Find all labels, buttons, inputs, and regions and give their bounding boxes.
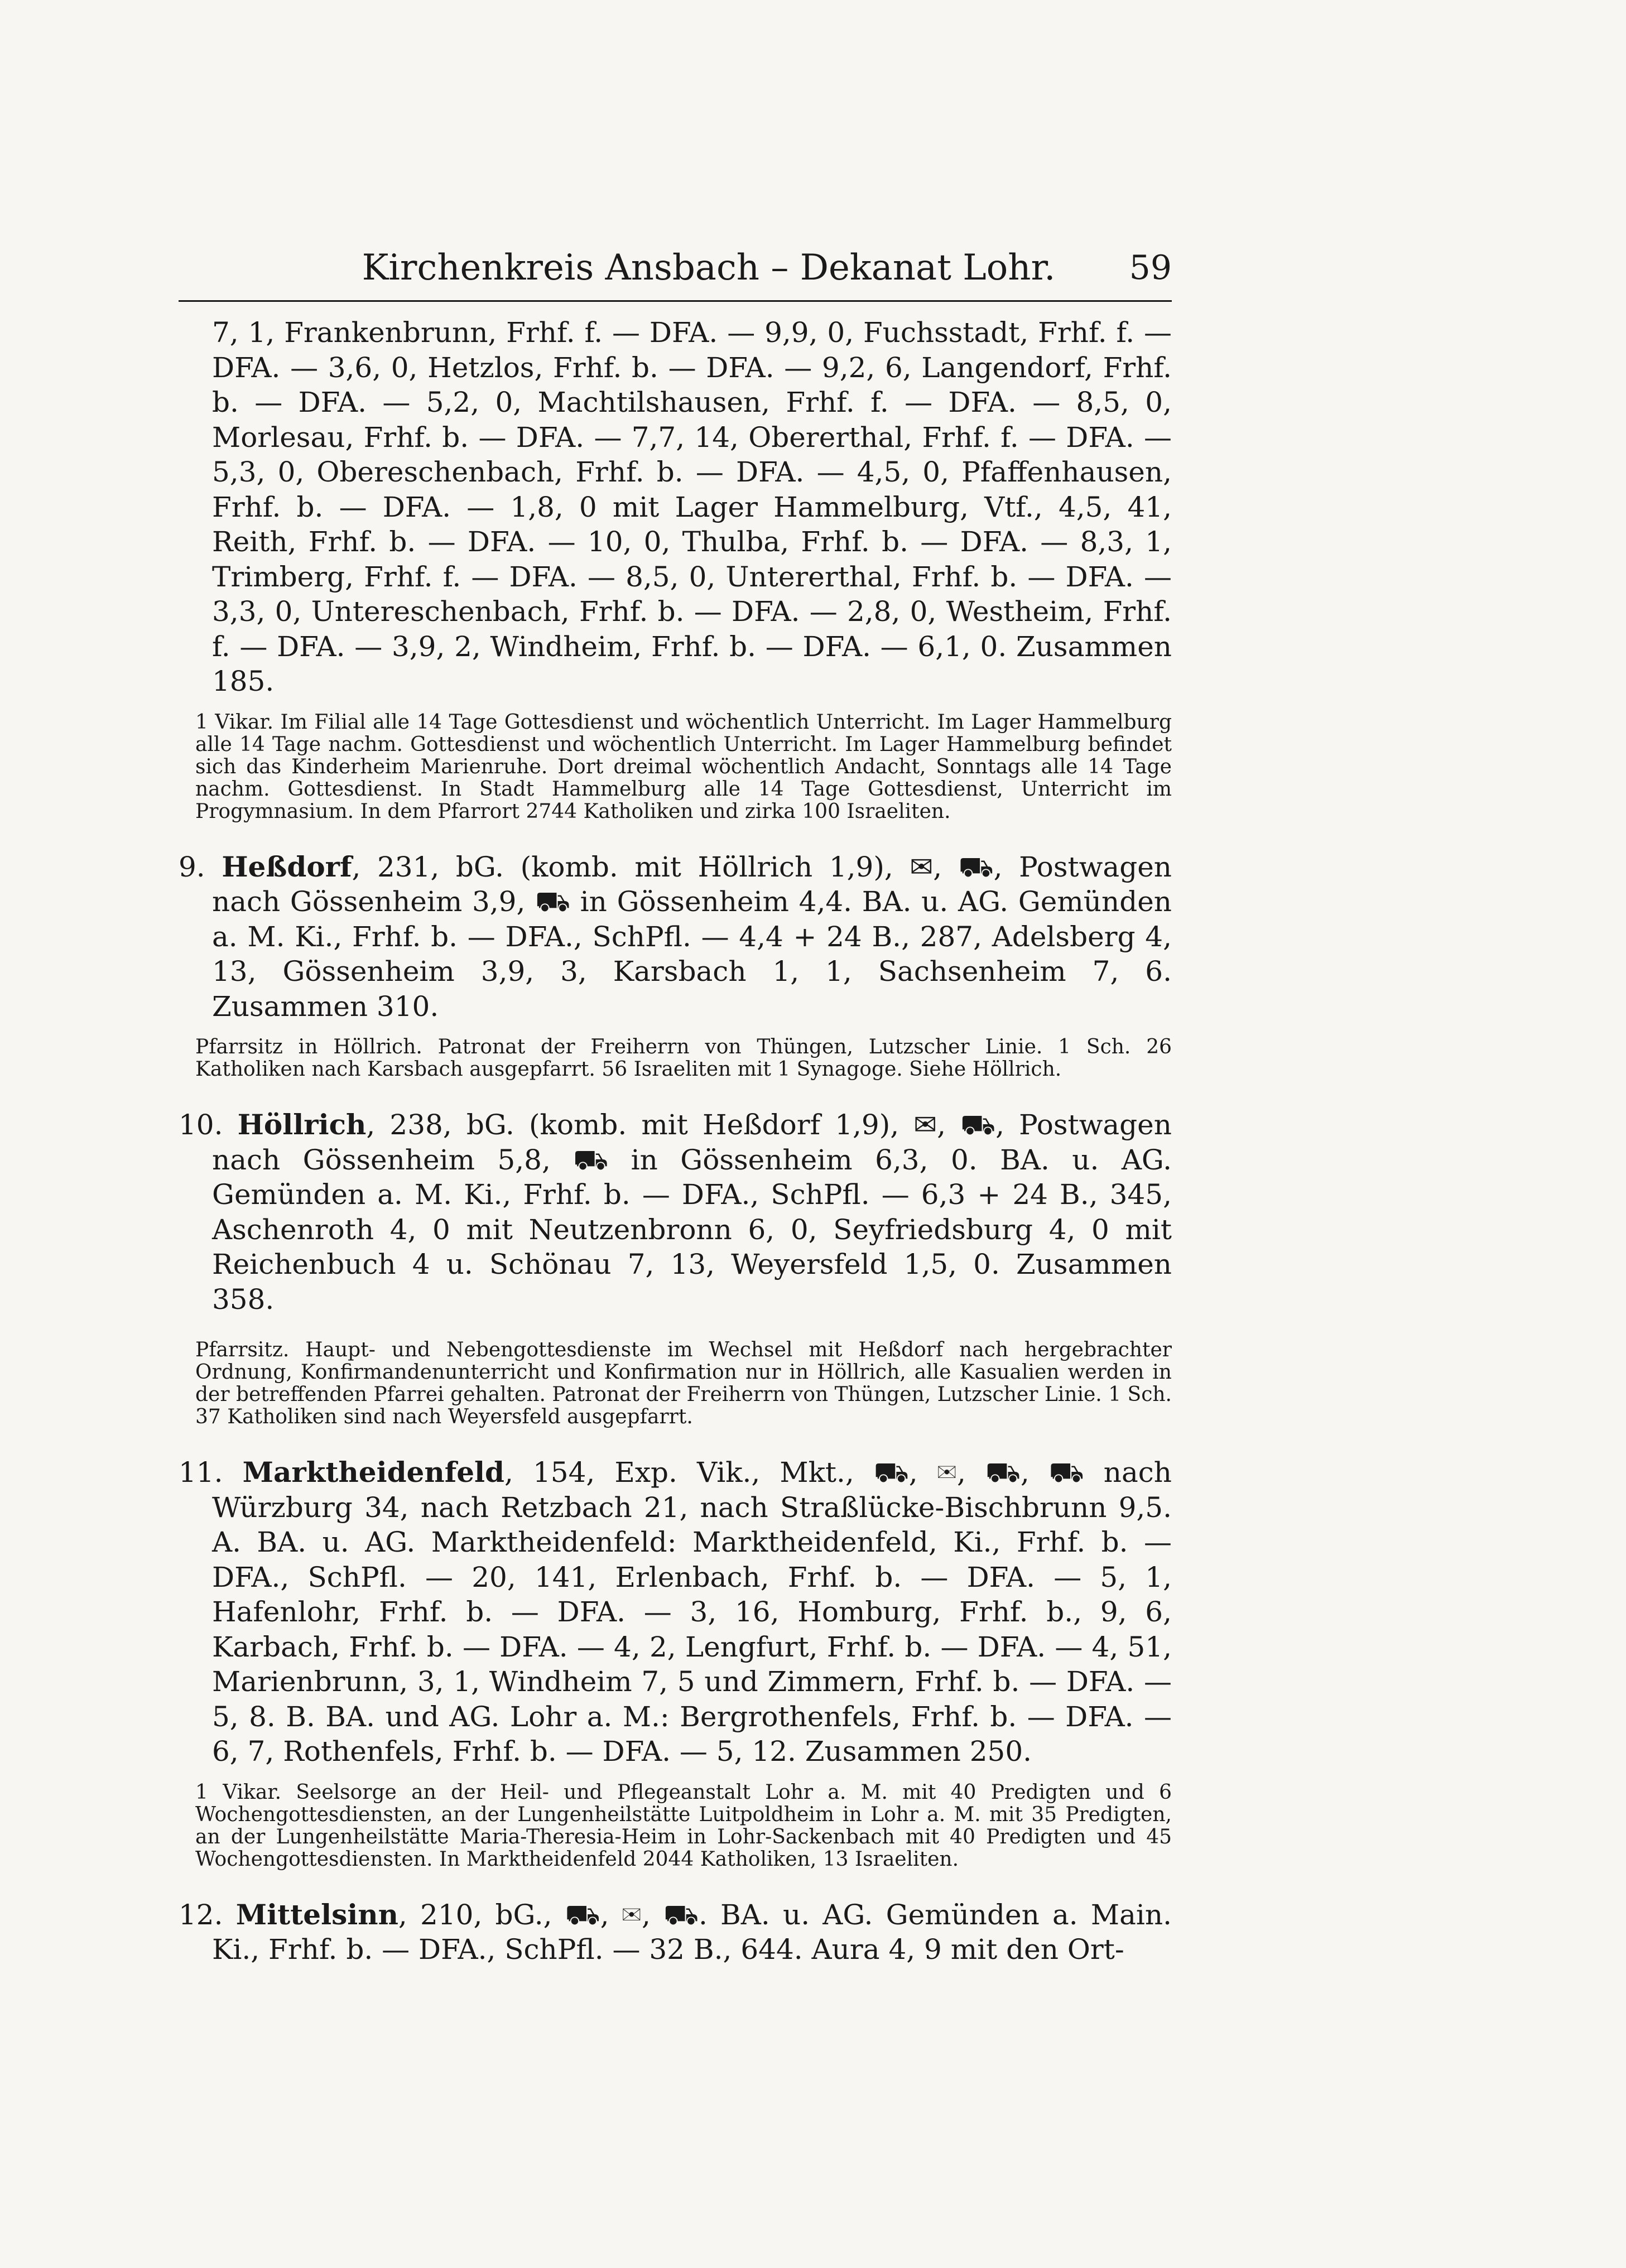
entry-name: Höllrich — [237, 1108, 367, 1141]
entry-body: , 231, bG. (komb. mit Höllrich 1,9), ✉, ⛟, Postwagen nach Gössenheim 3,9, ⛟ in Gössenheim 4,4. BA. u. AG. Gemünden a. M. Ki., Frhf. b. — DFA., SchPfl. — 4,4 + 24 B., 287, Adelsberg 4, 13, Gössenheim 3,9, 3, Karsbach 1, 1, Sachsenheim 7, 6. Zusammen 310. — [212, 850, 1172, 1023]
page-content — [179, 315, 1172, 1967]
parish-entry — [179, 1455, 1172, 1769]
entry-footnote: 1 Vikar. Seelsorge an der Heil- und Pflegeanstalt Lohr a. M. mit 40 Predigten und 6 Wochengottesdiensten, an der Lungenheilstätte Luitpoldheim in Lohr a. M. mit 35 Predigten, an der Lungenheilstätte Maria-Theresia-Heim in Lohr-Sackenbach mit 40 Predigten und 45 Wochengottesdiensten. In Marktheidenfeld 2044 Katholiken, 13 Israeliten. — [195, 1780, 1172, 1871]
running-header-title: Kirchenkreis Ansbach – Dekanat Lohr. — [362, 247, 1056, 288]
entry-body: , 238, bG. (komb. mit Heßdorf 1,9), ✉, ⛟, Postwagen nach Gössenheim 5,8, ⛟ in Gössenheim 6,3, 0. BA. u. AG. Gemünden a. M. Ki., Frhf. b. — DFA., SchPfl. — 6,3 + 24 B., 345, Aschenroth 4, 0 mit Neutzenbronn 6, 0, Seyfriedsburg 4, 0 mit Reichenbuch 4 u. Schönau 7, 13, Weyersfeld 1,5, 0. Zusammen 358. — [212, 1109, 1172, 1316]
entry-name: Mittelsinn — [235, 1898, 398, 1931]
entry-body: , 154, Exp. Vik., Mkt., ⛟, ✉, ⛟, ⛟ nach Würzburg 34, nach Retzbach 21, nach Straßlücke-Bischbrunn 9,5. A. BA. u. AG. Marktheidenfeld: Marktheidenfeld, Ki., Frhf. b. — DFA., SchPfl. — 20, 141, Erlenbach, Frhf. b. — DFA. — 5, 1, Hafenlohr, Frhf. b. — DFA. — 3, 16, Homburg, Frhf. b., 9, 6, Karbach, Frhf. b. — DFA. — 4, 2, Lengfurt, Frhf. b. — DFA. — 4, 51, Marienbrunn, 3, 1, Windheim 7, 5 und Zimmern, Frhf. b. — DFA. — 5, 8. B. BA. und AG. Lohr a. M.: Bergrothenfels, Frhf. b. — DFA. — 6, 7, Rothenfels, Frhf. b. — DFA. — 5, 12. Zusammen 250. — [212, 1456, 1172, 1768]
parish-entry — [179, 1107, 1172, 1317]
entry-number: 10. — [179, 1109, 223, 1141]
entry-footnote: 1 Vikar. Im Filial alle 14 Tage Gottesdienst und wöchentlich Unterricht. Im Lager Hammelburg alle 14 Tage nachm. Gottesdienst und wöchentlich Unterricht. Im Lager Hammelburg befindet sich das Kinderheim Marienruhe. Dort dreimal wöchentlich Andacht, Sonntags alle 14 Tage nachm. Gottesdienst. In Stadt Hammelburg alle 14 Tage Gottesdienst, Unterricht im Progymnasium. In dem Pfarrort 2744 Katholiken und zirka 100 Israeliten. — [195, 710, 1172, 823]
parish-entry — [179, 1898, 1172, 1967]
entry-number: 9. — [179, 850, 205, 883]
entry-body: , 210, bG., ⛟, ✉, ⛟. BA. u. AG. Gemünden a. Main. Ki., Frhf. b. — DFA., SchPfl. — 32 B., 644. Aura 4, 9 mit den Ort- — [212, 1898, 1172, 1966]
entry-name: Heßdorf — [222, 850, 352, 883]
entry-number: 12. — [179, 1898, 223, 1931]
entry-name: Marktheidenfeld — [242, 1456, 504, 1489]
entry-footnote: Pfarrsitz in Höllrich. Patronat der Freiherrn von Thüngen, Lutzscher Linie. 1 Sch. 26 Katholiken nach Karsbach ausgepfarrt. 56 Israeliten mit 1 Synagoge. Siehe Höllrich. — [195, 1036, 1172, 1081]
entry-footnote: Pfarrsitz. Haupt- und Nebengottesdienste im Wechsel mit Heßdorf nach hergebrachter Ordnung, Konfirmandenunterricht und Konfirmation nur in Höllrich, alle Kasualien werden in der betreffenden Pfarrei gehalten. Patronat der Freiherrn von Thüngen, Lutzscher Linie. 1 Sch. 37 Katholiken sind nach Weyersfeld ausgepfarrt. — [195, 1338, 1172, 1428]
header-rule — [179, 300, 1172, 302]
page-number: 59 — [1129, 248, 1172, 287]
parish-entry — [179, 850, 1172, 1024]
entry-number: 11. — [179, 1456, 223, 1489]
continued-entry-text: 7, 1, Frankenbrunn, Frhf. f. — DFA. — 9,9, 0, Fuchsstadt, Frhf. f. — DFA. — 3,6, 0, Hetzlos, Frhf. b. — DFA. — 9,2, 6, Langendorf, Frhf. b. — DFA. — 5,2, 0, Machtilshausen, Frhf. f. — DFA. — 8,5, 0, Morlesau, Frhf. b. — DFA. — 7,7, 14, Obererthal, Frhf. f. — DFA. — 5,3, 0, Obereschenbach, Frhf. b. — DFA. — 4,5, 0, Pfaffenhausen, Frhf. b. — DFA. — 1,8, 0 mit Lager Hammelburg, Vtf., 4,5, 41, Reith, Frhf. b. — DFA. — 10, 0, Thulba, Frhf. b. — DFA. — 8,3, 1, Trimberg, Frhf. f. — DFA. — 8,5, 0, Untererthal, Frhf. b. — DFA. — 3,3, 0, Untereschenbach, Frhf. b. — DFA. — 2,8, 0, Westheim, Frhf. f. — DFA. — 3,9, 2, Windheim, Frhf. b. — DFA. — 6,1, 0. Zusammen 185. — [212, 316, 1172, 697]
